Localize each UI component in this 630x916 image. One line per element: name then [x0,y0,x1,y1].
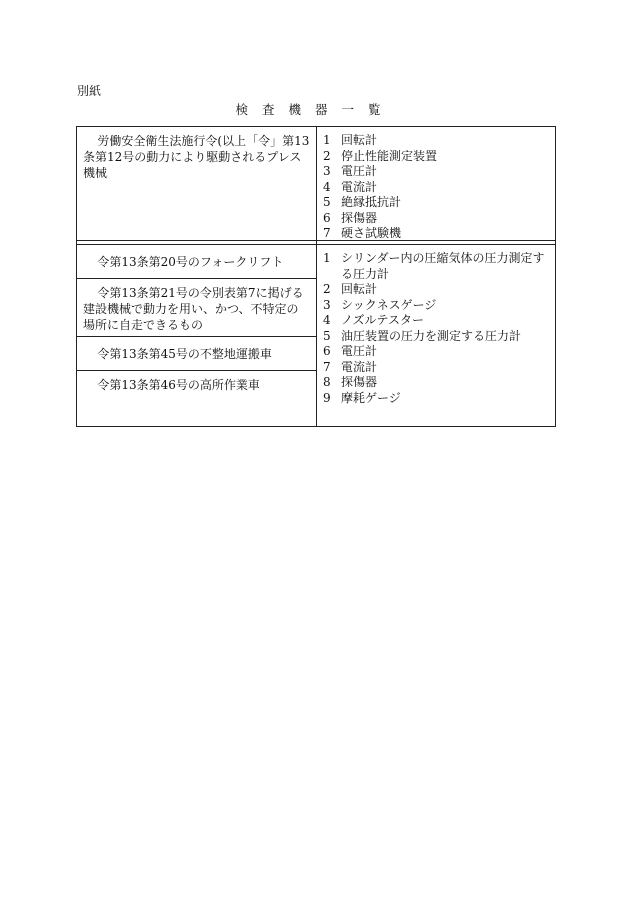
machine-cell [77,371,316,426]
list-item: 5 油圧装置の圧力を測定する圧力計 [323,328,522,343]
machine-cell [77,337,316,371]
list-item: 8 探傷器 [323,375,378,389]
list-item: 3 シックネスゲージ [323,297,437,312]
list-item: 7 硬さ試験機 [323,226,402,240]
list-item: 2 回転計 [323,282,378,296]
equipment-list [317,245,555,426]
list-item: 6 探傷器 [323,210,378,225]
machine-description: 令第13条第45号の不整地運搬車 [97,347,272,361]
machine-cell [77,279,316,337]
list-item: 6 電圧計 [323,344,378,358]
document-title: 検査機器一覧 [235,102,395,117]
machine-cell-group [77,245,317,426]
list-item: 3 電圧計 [323,164,378,178]
list-item: 5 絶縁抵抗計 [323,195,402,209]
machine-cell [77,127,317,240]
machine-description: 労働安全衛生法施行令(以上「令」第13条第12号の動力により駆動されるプレス機械 [83,134,310,180]
list-item: 4 電流計 [323,179,378,194]
table-row [76,244,556,427]
list-item: 4 ノズルテスター [323,313,425,327]
list-item: 2 停止性能測定装置 [323,148,438,163]
machine-description: 令第13条第21号の令別表第7に掲げる建設機械で動力を用い、かつ、不特定の場所に自走できるもの [83,286,304,332]
equipment-list [317,127,555,240]
machine-description: 令第13条第20号のフォークリフト [97,255,284,269]
list-item: 1 シリンダー内の圧縮気体の圧力測定する圧力計 [323,251,545,281]
inspection-equipment-table [76,126,556,427]
list-item: 1 回転計 [323,133,378,147]
list-item: 7 電流計 [323,359,378,374]
attachment-label: 別紙 [77,84,102,98]
machine-cell [77,245,316,279]
machine-description: 令第13条第46号の高所作業車 [97,378,260,392]
list-item: 9 摩耗ゲージ [323,390,401,405]
table-row [76,126,556,241]
